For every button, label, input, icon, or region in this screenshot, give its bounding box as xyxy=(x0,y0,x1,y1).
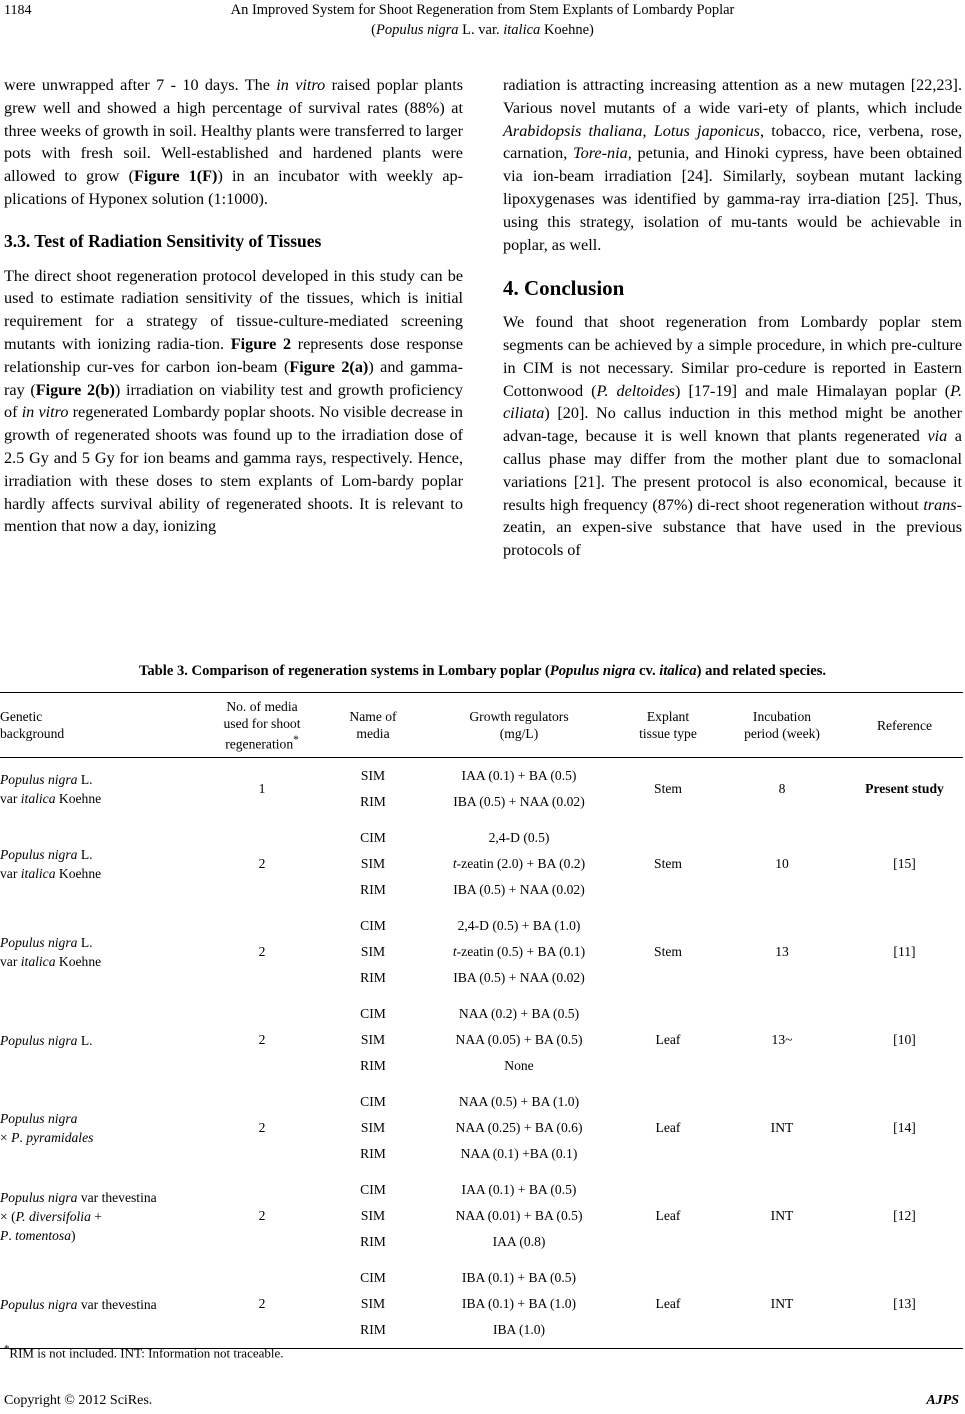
cell-media-names xyxy=(326,820,420,908)
cell-growth-regulators xyxy=(420,908,618,996)
cell-incubation-period: INT xyxy=(718,1260,846,1349)
cell-explant-tissue: Leaf xyxy=(655,1120,681,1135)
media-name: SIM xyxy=(360,1296,386,1311)
cell-explant-tissue: Stem xyxy=(654,781,682,796)
cell-growth-regulators xyxy=(420,1260,618,1349)
media-name: CIM xyxy=(360,830,386,845)
cell-genetic-background: Populus nigra L. var italica Koehne xyxy=(0,847,102,881)
media-name: RIM xyxy=(360,794,386,809)
header-explant-tissue: Explant tissue type xyxy=(618,693,718,758)
table-row xyxy=(0,758,963,821)
left-paragraph-1: were unwrapped after 7 - 10 days. The in vitro raised poplar plants grew well and showed a high percentage of survival rates (88%) at three weeks of growth in soil. Healthy plants were transferred to larger pots with fresh soil. Well-established and hardened plants were allowed to grow (Figure 1(F)) in an incubator with weekly ap-plications of Hyponex solution (1:1000). xyxy=(4,76,463,208)
growth-regulator: NAA (0.5) + BA (1.0) xyxy=(458,1094,580,1109)
growth-regulator: IBA (0.1) + BA (1.0) xyxy=(461,1296,577,1311)
growth-regulator: IBA (0.5) + NAA (0.02) xyxy=(453,970,585,985)
growth-regulator: NAA (0.25) + BA (0.6) xyxy=(455,1120,583,1135)
cell-reference: [11] xyxy=(893,944,916,959)
cell-media-names xyxy=(326,758,420,821)
growth-regulator: NAA (0.2) + BA (0.5) xyxy=(458,1006,580,1021)
cell-incubation-period: INT xyxy=(770,1120,794,1135)
header-growth-regulators: Growth regulators (mg/L) xyxy=(420,693,618,758)
media-name: SIM xyxy=(360,944,386,959)
running-title-line2: (Populus nigra L. var. italica Koehne) xyxy=(371,22,594,38)
growth-regulator: NAA (0.05) + BA (0.5) xyxy=(455,1032,583,1047)
media-name: RIM xyxy=(360,1146,386,1161)
cell-genetic-background: Populus nigra L. var italica Koehne xyxy=(0,772,102,806)
cell-explant-tissue: Leaf xyxy=(655,1032,681,1047)
cell-num-media: 1 xyxy=(258,781,266,796)
cell-incubation-period: 13~ xyxy=(771,1032,793,1047)
left-paragraph-2: The direct shoot regeneration protocol developed in this study can be used to estimate radiation sensitivity of the tissues, which is initial requirement for a strategy of tissue-culture-mediated screening mutants with ionizing radia-tion. Figure 2 represents dose response relationship cur-ves for carbon ion-beam (Figure 2(a)) and gamma-ray (Figure 2(b)) irradiation on viability test and growth proficiency of in vitro regenerated Lombardy poplar shoots. No visible decrease in growth of regenerated shoots was found up to the irradiation dose of 2.5 Gy and 5 Gy for ion beams and gamma rays, respectively. Hence, irradiation with these doses to stem explants of Lom-bardy poplar hardly affects survival ability of regenerated shoots. It is relevant to mention that now a day, ionizing xyxy=(4,266,464,536)
cell-num-media: 2 xyxy=(258,1120,266,1135)
growth-regulator: IAA (0.1) + BA (0.5) xyxy=(461,1182,577,1197)
cell-reference: [10] xyxy=(893,1032,916,1047)
media-name: CIM xyxy=(360,1094,386,1109)
cell-explant-tissue: Stem xyxy=(654,944,682,959)
header-media-name: Name of media xyxy=(326,693,420,758)
growth-regulator: 2,4-D (0.5) + BA (1.0) xyxy=(457,918,581,933)
growth-regulator: NAA (0.01) + BA (0.5) xyxy=(455,1208,583,1223)
running-title-line1: An Improved System for Shoot Regeneration from Stem Explants of Lombardy Poplar xyxy=(230,2,735,18)
table-row xyxy=(0,908,963,996)
cell-num-media: 2 xyxy=(258,1208,266,1223)
table-row xyxy=(0,996,963,1084)
cell-num-media: 2 xyxy=(258,1032,266,1047)
growth-regulator: IBA (0.5) + NAA (0.02) xyxy=(453,794,585,809)
media-name: SIM xyxy=(360,1120,386,1135)
section-heading-conclusion: 4. Conclusion xyxy=(503,276,625,301)
cell-media-names xyxy=(326,1084,420,1172)
cell-growth-regulators xyxy=(420,1084,618,1172)
growth-regulator: None xyxy=(504,1058,534,1073)
header-incubation-period: Incubation period (week) xyxy=(718,693,846,758)
media-name: RIM xyxy=(360,1234,386,1249)
cell-genetic-background: Populus nigra var thevestina × (P. diversifolia + P. tomentosa) xyxy=(0,1189,157,1243)
cell-growth-regulators xyxy=(420,820,618,908)
cell-incubation-period: INT xyxy=(770,1208,794,1223)
header-reference: Reference xyxy=(846,693,963,758)
cell-genetic-background: Populus nigra L. xyxy=(0,1032,93,1048)
cell-num-media: 2 xyxy=(258,856,266,871)
cell-growth-regulators xyxy=(420,1172,618,1260)
cell-explant-tissue: Leaf xyxy=(618,1260,718,1349)
section-heading-3-3: 3.3. Test of Radiation Sensitivity of Tissues xyxy=(4,230,322,251)
growth-regulator: IBA (0.5) + NAA (0.02) xyxy=(453,882,585,897)
cell-reference: [15] xyxy=(893,856,916,871)
cell-num-media: 2 xyxy=(258,944,266,959)
cell-reference: [12] xyxy=(893,1208,916,1223)
media-name: CIM xyxy=(360,1182,386,1197)
cell-explant-tissue: Leaf xyxy=(655,1208,681,1223)
cell-media-names xyxy=(326,1172,420,1260)
right-paragraph-1: radiation is attracting increasing attention as a new mutagen [22,23]. Various novel mutants of a wide vari-ety of plants, which include Arabidopsis thaliana, Lotus japonicus, tobacco, rice, verbena, rose, carnation, Tore-nia, petunia, and Hinoki cypress, have been obtained via ion-beam irradiation [24]. Similarly, soybean mutant lacking lipoxygenases was identified by gamma-ray irra-diation [25]. Thus, using this strategy, isolation of mu-tants would be achievable in poplar, as well. xyxy=(503,76,962,254)
cell-growth-regulators xyxy=(420,996,618,1084)
cell-incubation-period: 13 xyxy=(775,944,789,959)
cell-genetic-background: Populus nigra L. var italica Koehne xyxy=(0,935,102,969)
left-column xyxy=(4,74,463,538)
cell-media-names xyxy=(326,1260,420,1349)
table-row xyxy=(0,1260,963,1349)
comparison-table xyxy=(0,692,963,1349)
growth-regulator: IAA (0.1) + BA (0.5) xyxy=(461,768,577,783)
table-row xyxy=(0,1084,963,1172)
media-name: SIM xyxy=(360,768,386,783)
media-name: RIM xyxy=(360,970,386,985)
media-name: SIM xyxy=(360,1032,386,1047)
table-row xyxy=(0,1172,963,1260)
media-name: RIM xyxy=(360,1322,386,1337)
page-number: 1184 xyxy=(4,3,32,18)
media-name: CIM xyxy=(360,1270,386,1285)
growth-regulator: t-zeatin (0.5) + BA (0.1) xyxy=(452,944,586,959)
media-name: CIM xyxy=(360,1006,386,1021)
journal-name: AJPS xyxy=(926,1393,959,1408)
cell-num-media: 2 xyxy=(198,1260,326,1349)
growth-regulator: t-zeatin (2.0) + BA (0.2) xyxy=(452,856,586,871)
table-header-row xyxy=(0,693,963,758)
media-name: SIM xyxy=(360,1208,386,1223)
copyright: Copyright © 2012 SciRes. xyxy=(4,1393,153,1408)
cell-media-names xyxy=(326,908,420,996)
cell-reference: Present study xyxy=(865,781,944,796)
cell-media-names xyxy=(326,996,420,1084)
header-genetic-background: Genetic background xyxy=(0,693,198,758)
media-name: SIM xyxy=(360,856,386,871)
header-num-media: No. of media used for shoot regeneration* xyxy=(198,693,326,758)
media-name: RIM xyxy=(360,882,386,897)
table-row xyxy=(0,820,963,908)
cell-explant-tissue: Stem xyxy=(654,856,682,871)
growth-regulator: IBA (1.0) xyxy=(492,1322,546,1337)
running-title xyxy=(0,0,965,40)
growth-regulator: IAA (0.8) xyxy=(492,1234,546,1249)
growth-regulator: IBA (0.1) + BA (0.5) xyxy=(461,1270,577,1285)
cell-incubation-period: 10 xyxy=(775,856,789,871)
growth-regulator: 2,4-D (0.5) xyxy=(488,830,550,845)
table-footnote: *RIM is not included. INT: Information not traceable. xyxy=(4,1343,284,1361)
right-paragraph-2: We found that shoot regeneration from Lombardy poplar stem segments can be achieved by a simple procedure, in which pre-culture in CIM is not necessary. Similar pro-cedure is reported in Eastern Cottonwood (P. deltoides) [17-19] and male Himalayan poplar (P. ciliata) [20]. No callus induction in this method might be another advan-tage, because it is well known that plants regenerated via a callus phase may differ from the mother plant due to somaclonal variations [21]. The present protocol is also economical, because it results high frequency (87%) di-rect shoot regeneration without trans-zeatin, an expen-sive substance that have used in the previous protocols of xyxy=(503,313,962,560)
growth-regulator: NAA (0.1) +BA (0.1) xyxy=(460,1146,578,1161)
right-column xyxy=(503,74,962,562)
cell-growth-regulators xyxy=(420,758,618,821)
cell-genetic-background: Populus nigra × P. pyramidales xyxy=(0,1111,94,1145)
media-name: RIM xyxy=(360,1058,386,1073)
cell-genetic-background: Populus nigra var thevestina xyxy=(0,1260,198,1349)
table-caption: Table 3. Comparison of regeneration systems in Lombary poplar (Populus nigra cv. italica) and related species. xyxy=(138,663,827,679)
cell-reference: [13] xyxy=(846,1260,963,1349)
media-name: CIM xyxy=(360,918,386,933)
cell-incubation-period: 8 xyxy=(778,781,786,796)
cell-reference: [14] xyxy=(893,1120,916,1135)
